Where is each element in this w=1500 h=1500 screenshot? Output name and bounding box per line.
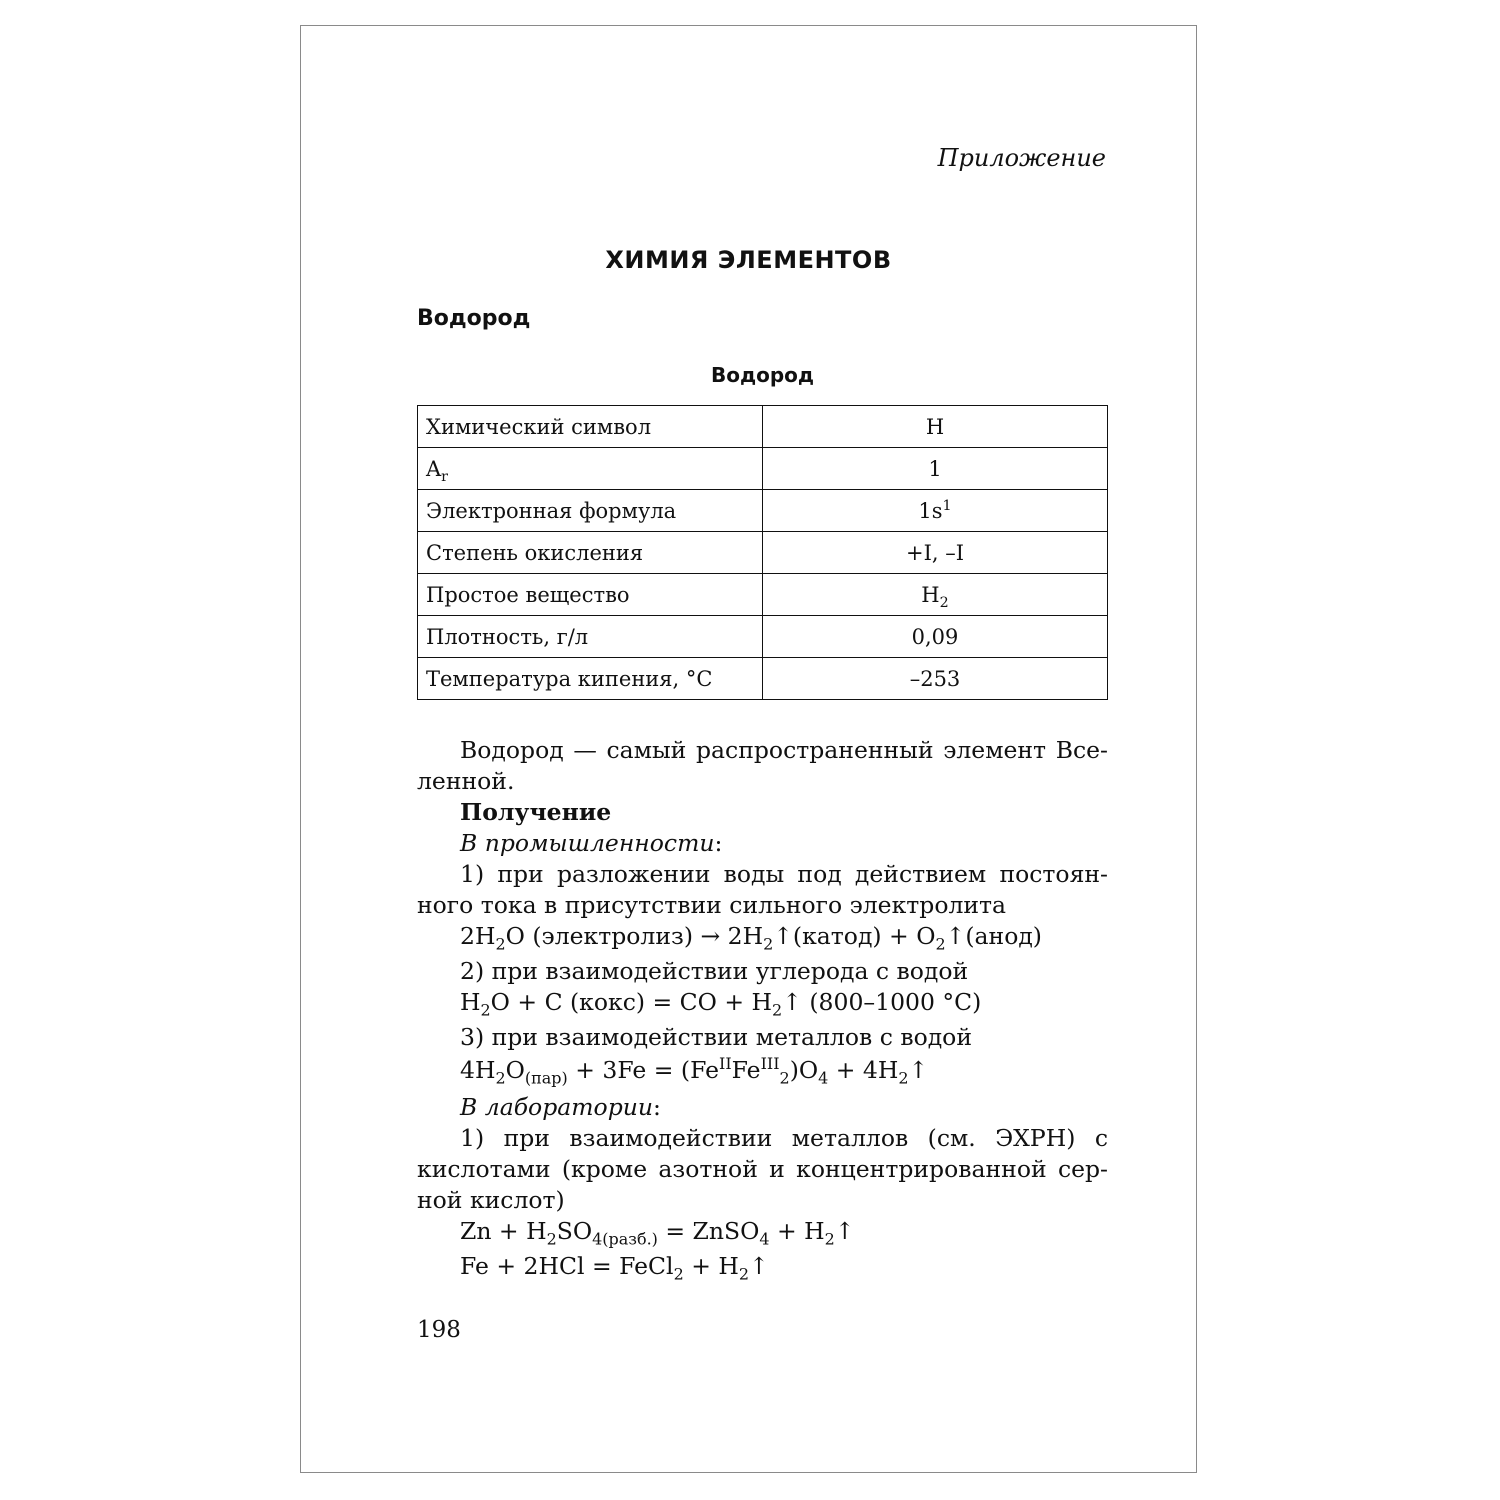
eq-text: ↑	[834, 1217, 855, 1245]
table-cell-label: Химический символ	[418, 406, 763, 448]
lab1-line-3: ной кислот)	[417, 1186, 565, 1214]
eq-text: O + C (кокс) = CO + H	[490, 988, 773, 1016]
eq-text: ↑ (800–1000 °С)	[782, 988, 982, 1016]
table-cell-value	[763, 574, 1108, 616]
equation-water-gas	[460, 988, 982, 1020]
eq-text: O	[505, 1056, 525, 1084]
heading-obtaining: Получение	[460, 798, 612, 826]
eq-text: + H	[683, 1252, 739, 1280]
eq-sup: II	[719, 1054, 732, 1074]
eq-sub: 2	[673, 1264, 684, 1284]
page-number: 198	[417, 1317, 461, 1343]
equation-iron-steam	[460, 1054, 929, 1088]
label-main: A	[426, 456, 442, 481]
eq-sub: 2	[935, 934, 946, 954]
table-cell-label: Электронная формула	[418, 490, 763, 532]
industry-label-line	[460, 829, 722, 857]
industry-label: В промышленности	[460, 829, 715, 857]
eq-text: Fe	[731, 1056, 761, 1084]
eq-sub: 2	[480, 1000, 491, 1020]
eq-sub: 4	[759, 1229, 770, 1249]
table-row	[418, 406, 1108, 448]
lab1-line-2: кислотами (кроме азотной и концентрированной сер-	[417, 1155, 1108, 1183]
eq-text: ↑(катод) + O	[773, 922, 936, 950]
table-cell-label: Плотность, г/л	[418, 616, 763, 658]
lab-label-line	[460, 1093, 661, 1121]
table-cell-value: H	[763, 406, 1108, 448]
equation-zinc-acid	[460, 1217, 855, 1249]
table-cell-label: Температура кипения, °С	[418, 658, 763, 700]
eq-text: 4H	[460, 1056, 496, 1084]
chapter-title: ХИМИЯ ЭЛЕМЕНТОВ	[605, 246, 892, 274]
eq-sub: 4	[818, 1068, 829, 1088]
table-cell-value	[763, 490, 1108, 532]
intro-line-1: Водород — самый распространенный элемент Все-	[460, 736, 1108, 764]
eq-sub: 2	[779, 1068, 790, 1088]
eq-sub: 2	[772, 1000, 783, 1020]
table-row	[418, 448, 1108, 490]
eq-sub: 2	[824, 1229, 835, 1249]
item1-line-2: ного тока в присутствии сильного электролита	[417, 891, 1007, 919]
eq-text: ↑	[908, 1056, 929, 1084]
eq-sub: 2	[495, 934, 506, 954]
table-cell-label: Простое вещество	[418, 574, 763, 616]
eq-text: + H	[769, 1217, 825, 1245]
table-cell-value: –253	[763, 658, 1108, 700]
table-row	[418, 490, 1108, 532]
table-cell-label	[418, 448, 763, 490]
table-cell-value: 1	[763, 448, 1108, 490]
value-main: 1s	[918, 498, 943, 523]
eq-sub: (пар)	[524, 1068, 568, 1088]
table-row	[418, 616, 1108, 658]
table-row	[418, 574, 1108, 616]
colon: :	[714, 829, 723, 857]
eq-text: + 4H	[828, 1056, 899, 1084]
eq-text: ↑(анод)	[945, 922, 1042, 950]
equation-electrolysis	[460, 922, 1042, 954]
table-caption: Водород	[710, 363, 815, 387]
equation-iron-hcl	[460, 1252, 769, 1284]
colon: :	[653, 1093, 661, 1121]
label-subscript: r	[441, 468, 448, 485]
eq-sub: 4(разб.)	[592, 1229, 658, 1249]
section-heading: Водород	[417, 306, 531, 331]
table-cell-label: Степень окисления	[418, 532, 763, 574]
eq-text: SO	[556, 1217, 593, 1245]
table-cell-value: 0,09	[763, 616, 1108, 658]
eq-text: ↑	[749, 1252, 769, 1280]
eq-sub: 2	[546, 1229, 557, 1249]
lab1-line-1: 1) при взаимодействии металлов (см. ЭХРН) с	[460, 1124, 1108, 1152]
eq-text: 2H	[460, 922, 496, 950]
eq-text: = ZnSO	[657, 1217, 760, 1245]
lab-label: В лаборатории	[460, 1093, 654, 1121]
value-subscript: 2	[939, 594, 949, 611]
eq-text: Fe + 2HCl = FeCl	[460, 1252, 674, 1280]
eq-text: + 3Fe = (Fe	[567, 1056, 720, 1084]
value-main: H	[921, 582, 940, 607]
eq-sub: 2	[763, 934, 774, 954]
value-superscript: 1	[942, 497, 952, 514]
table-row	[418, 658, 1108, 700]
book-page	[300, 25, 1197, 1473]
table-row	[418, 532, 1108, 574]
eq-sub: 2	[898, 1068, 909, 1088]
item3-line: 3) при взаимодействии металлов с водой	[460, 1023, 972, 1051]
eq-text: O (электролиз) → 2H	[505, 922, 764, 950]
running-head: Приложение	[937, 144, 1106, 172]
eq-sub: 2	[495, 1068, 506, 1088]
item1-line-1: 1) при разложении воды под действием постоян-	[460, 860, 1108, 888]
eq-text: H	[460, 988, 481, 1016]
table-cell-value: +I, –I	[763, 532, 1108, 574]
eq-text: )O	[789, 1056, 819, 1084]
intro-line-2: ленной.	[417, 767, 515, 795]
hydrogen-properties-table	[417, 405, 1108, 700]
eq-text: Zn + H	[460, 1217, 547, 1245]
eq-sub: 2	[738, 1264, 750, 1284]
item2-line: 2) при взаимодействии углерода с водой	[460, 957, 969, 985]
eq-sup: III	[760, 1054, 780, 1074]
